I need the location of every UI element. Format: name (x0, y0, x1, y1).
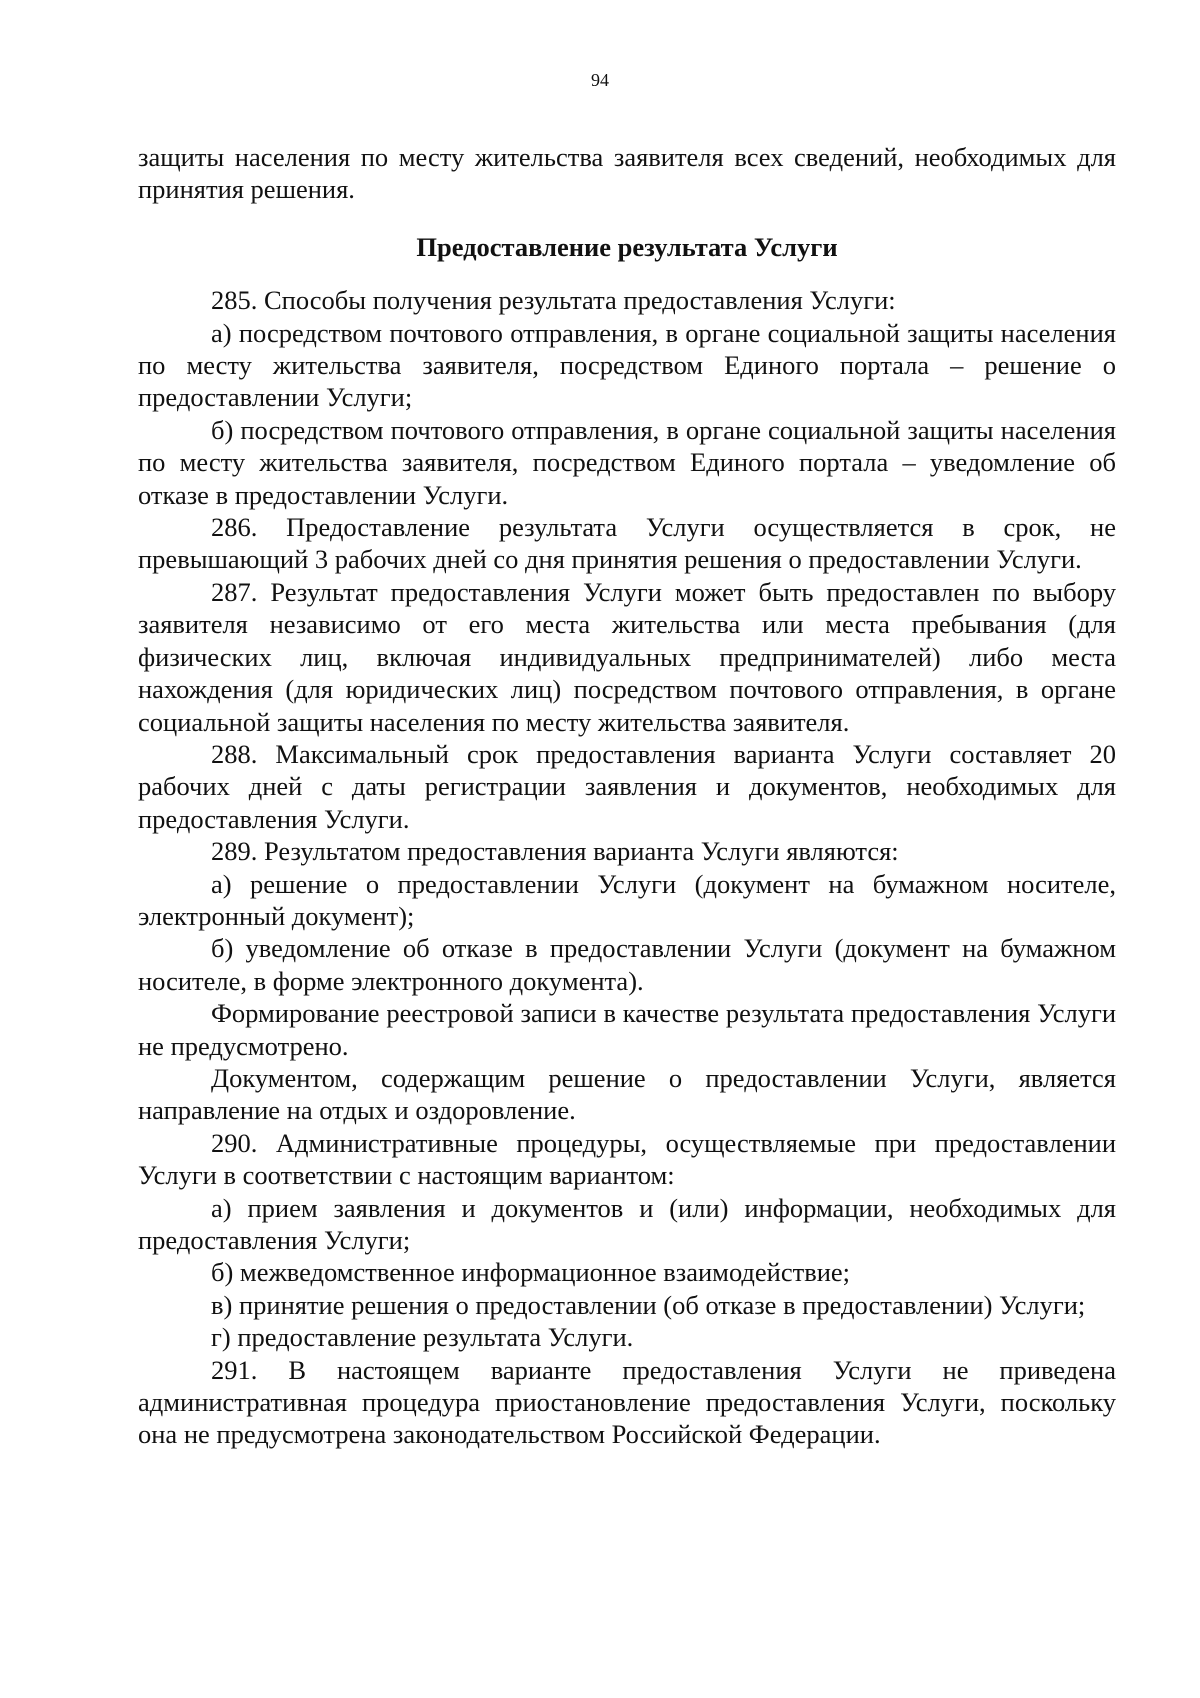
paragraph-285-a: а) посредством почтового отправления, в органе социальной защиты населения по месту жительства заявителя, посредством Единого портала – решение о предоставлении Услуги; (138, 317, 1116, 413)
document-body (138, 141, 1116, 1451)
paragraph-289-a: а) решение о предоставлении Услуги (документ на бумажном носителе, электронный документ); (138, 868, 1116, 931)
page-number: 94 (591, 70, 609, 90)
paragraph-285-b: б) посредством почтового отправления, в органе социальной защиты населения по месту жительства заявителя, посредством Единого портала – уведомление об отказе в предоставлении Услуги. (138, 414, 1116, 510)
paragraph-285: 285. Способы получения результата предоставления Услуги: (211, 285, 896, 316)
paragraph-290-a: а) прием заявления и документов и (или) информации, необходимых для предоставления Услуги; (138, 1192, 1116, 1255)
paragraph-288: 288. Максимальный срок предоставления варианта Услуги составляет 20 рабочих дней с даты регистрации заявления и документов, необходимых для предоставления Услуги. (138, 738, 1116, 834)
paragraph-290-g: г) предоставление результата Услуги. (211, 1322, 634, 1353)
paragraph-decision-document: Документом, содержащим решение о предоставлении Услуги, является направление на отдых и оздоровление. (138, 1062, 1116, 1126)
paragraph-290-b: б) межведомственное информационное взаимодействие; (211, 1257, 851, 1288)
paragraph-290-v: в) принятие решения о предоставлении (об отказе в предоставлении) Услуги; (211, 1289, 1086, 1320)
paragraph-286: 286. Предоставление результата Услуги осуществляется в срок, не превышающий 3 рабочих дней со дня принятия решения о предоставлении Услуги. (138, 512, 1116, 575)
paragraph-registry-record: Формирование реестровой записи в качестве результата предоставления Услуги не предусмотрено. (138, 998, 1116, 1061)
intro-paragraph: защиты населения по месту жительства заявителя всех сведений, необходимых для принятия решения. (138, 142, 1116, 205)
paragraph-287: 287. Результат предоставления Услуги может быть предоставлен по выбору заявителя независимо от его места жительства или места пребывания (для физических лиц, включая индивидуальных предпринимателей) либо места нахождения (для юридических лиц) посредством почтового отправления, в органе социальной защиты населения по месту жительства заявителя. (138, 576, 1116, 737)
paragraph-290: 290. Административные процедуры, осуществляемые при предоставлении Услуги в соответствии с настоящим вариантом: (138, 1127, 1116, 1191)
paragraph-289: 289. Результатом предоставления варианта Услуги являются: (211, 836, 899, 867)
paragraph-291: 291. В настоящем варианте предоставления Услуги не приведена административная процедура приостановление предоставления Услуги, поскольку она не предусмотрена законодательством Российской Федерации. (138, 1354, 1116, 1450)
section-heading: Предоставление результата Услуги (416, 231, 838, 262)
paragraph-289-b: б) уведомление об отказе в предоставлении Услуги (документ на бумажном носителе, в форме электронного документа). (138, 933, 1116, 996)
